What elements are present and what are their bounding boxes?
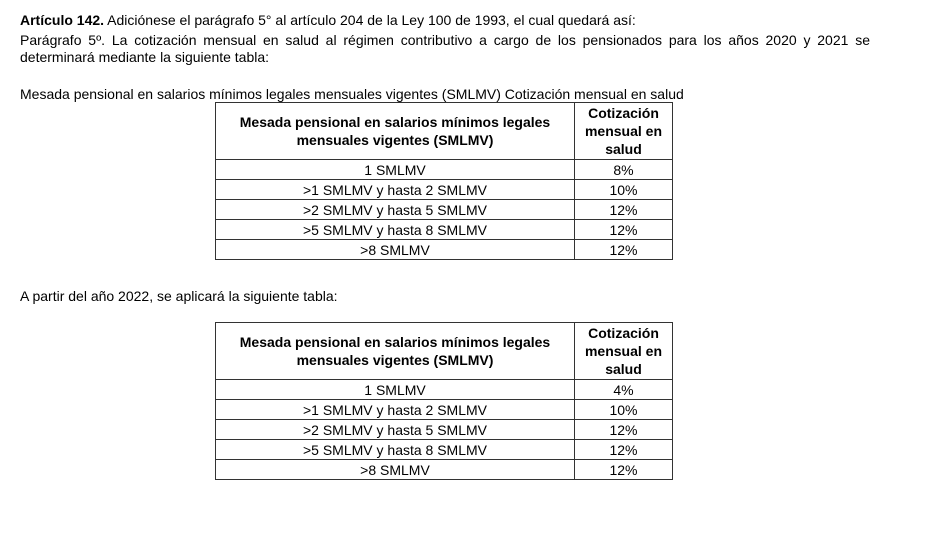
table-row bbox=[216, 440, 673, 460]
table-row bbox=[216, 200, 673, 220]
article-number: Artículo 142. bbox=[20, 12, 105, 28]
table-row bbox=[216, 420, 673, 440]
contribution-table-from-2022 bbox=[215, 322, 673, 480]
table-row bbox=[216, 460, 673, 480]
header-contribution-rate: Cotización mensual en salud bbox=[575, 103, 673, 160]
pension-range-cell: >5 SMLMV y hasta 8 SMLMV bbox=[216, 220, 575, 240]
pension-range-cell: 1 SMLMV bbox=[216, 160, 575, 180]
rate-cell: 12% bbox=[575, 240, 673, 260]
article-heading-text: Adiciónese el parágrafo 5° al artículo 204 de la Ley 100 de 1993, el cual quedará así: bbox=[104, 12, 636, 28]
rate-cell: 8% bbox=[575, 160, 673, 180]
article-heading bbox=[20, 11, 636, 29]
pension-range-cell: >2 SMLMV y hasta 5 SMLMV bbox=[216, 200, 575, 220]
pension-range-cell: >5 SMLMV y hasta 8 SMLMV bbox=[216, 440, 575, 460]
rate-cell: 12% bbox=[575, 420, 673, 440]
rate-cell: 12% bbox=[575, 440, 673, 460]
table-caption: Mesada pensional en salarios mínimos legales mensuales vigentes (SMLMV) Cotización mensual en salud bbox=[20, 86, 684, 102]
table-row bbox=[216, 240, 673, 260]
paragraph-line-1: Parágrafo 5º. La cotización mensual en salud al régimen contributivo a cargo de los pensionados para los años 2020 y 2021 se bbox=[20, 32, 870, 48]
pension-range-cell: >1 SMLMV y hasta 2 SMLMV bbox=[216, 180, 575, 200]
table-row bbox=[216, 220, 673, 240]
pension-range-cell: >8 SMLMV bbox=[216, 240, 575, 260]
pension-range-cell: >1 SMLMV y hasta 2 SMLMV bbox=[216, 400, 575, 420]
table-header-row bbox=[216, 323, 673, 380]
rate-cell: 12% bbox=[575, 460, 673, 480]
table-row bbox=[216, 180, 673, 200]
header-contribution-rate: Cotización mensual en salud bbox=[575, 323, 673, 380]
table-header-row bbox=[216, 103, 673, 160]
pension-range-cell: >2 SMLMV y hasta 5 SMLMV bbox=[216, 420, 575, 440]
contribution-table-2020-2021 bbox=[215, 102, 673, 260]
rate-cell: 4% bbox=[575, 380, 673, 400]
rate-cell: 12% bbox=[575, 220, 673, 240]
header-pension-range: Mesada pensional en salarios mínimos legales mensuales vigentes (SMLMV) bbox=[216, 103, 575, 160]
table-row bbox=[216, 380, 673, 400]
paragraph-line-2: determinará mediante la siguiente tabla: bbox=[20, 49, 270, 65]
header-pension-range: Mesada pensional en salarios mínimos legales mensuales vigentes (SMLMV) bbox=[216, 323, 575, 380]
table-row bbox=[216, 160, 673, 180]
rate-cell: 10% bbox=[575, 180, 673, 200]
pension-range-cell: >8 SMLMV bbox=[216, 460, 575, 480]
rate-cell: 12% bbox=[575, 200, 673, 220]
rate-cell: 10% bbox=[575, 400, 673, 420]
table-row bbox=[216, 400, 673, 420]
second-table-intro: A partir del año 2022, se aplicará la siguiente tabla: bbox=[20, 288, 338, 304]
pension-range-cell: 1 SMLMV bbox=[216, 380, 575, 400]
